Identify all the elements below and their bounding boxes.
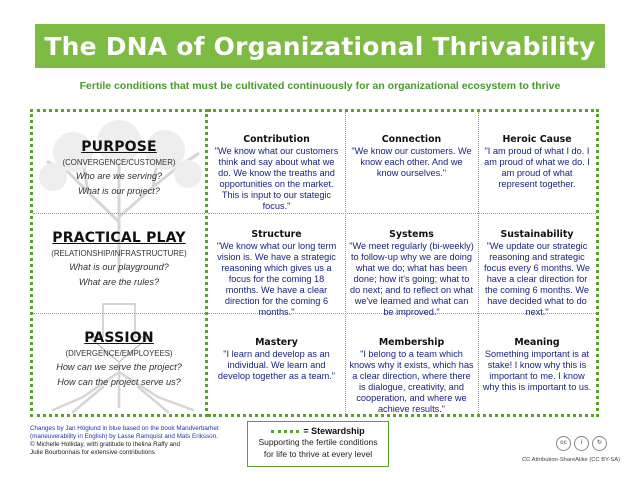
cell-title: Connection (381, 134, 442, 145)
cell-title: Structure (251, 229, 302, 240)
purpose-sub: (CONVERGENCE/CUSTOMER) (62, 158, 176, 167)
left-divider (33, 213, 205, 214)
cell-mastery (208, 337, 345, 382)
cell-text: "We know our customers. We know each other. And we know ourselves." (351, 146, 472, 178)
cell-text: "We update our strategic reasoning and strategic focus every 6 months. We have a clear direction for the coming 6 months. We have decided what to do next." (483, 241, 591, 317)
legend-text: for life to thrive at every level (263, 449, 373, 459)
cell-title: Membership (378, 337, 445, 348)
page-title: The DNA of Organizational Thrivability (44, 31, 596, 61)
passion-question: How can the project serve us? (57, 377, 181, 387)
purpose-heading: PURPOSE (81, 139, 157, 155)
left-divider (33, 313, 205, 314)
passion-sub: (DIVERGENCE/EMPLOYEES) (65, 349, 173, 358)
license-icons (556, 436, 607, 451)
conditions-grid (208, 109, 599, 417)
license-text: CC Attribution-ShareAlike (CC BY-SA) (522, 457, 621, 463)
practical-play-sub: (RELATIONSHIP/INFRASTRUCTURE) (51, 249, 187, 258)
cell-text: "I belong to a team which knows why it exists, which has a clear direction, where there is dialogue, creativity, and cooperation, and where we achieve results." (349, 349, 474, 414)
cell-connection (345, 134, 478, 179)
credits-line: © Michelle Holliday, with gratitude to Ihelina Raffy and (30, 441, 181, 448)
credits-line: Changes by Jan Höglund in blue based on the book Mandverbarhet (30, 425, 219, 432)
dotted-line-icon (271, 430, 299, 433)
passion-question: How can we serve the project? (56, 362, 182, 372)
cell-text: "We know what our customers think and say about what we do. We know the treaths and opportunities on the market. This is input to our stategic focus." (214, 146, 339, 211)
credits (30, 425, 240, 457)
cell-text: "We know what our long term vision is. We have a strategic reasoning which gives us a focus for the coming 18 months. We have a clear direction for the coming 6 months." (216, 241, 337, 317)
credits-line: (maneuverability in English) by Lasse Ramquist and Mats Eriksson. (30, 433, 218, 440)
practical-play-section (33, 230, 205, 288)
left-panel (30, 109, 208, 417)
practical-play-question: What is our playground? (69, 262, 169, 272)
cell-title: Mastery (255, 337, 298, 348)
attribution-icon: i (574, 436, 589, 451)
cell-systems (345, 229, 478, 318)
cell-meaning (478, 337, 596, 393)
purpose-question: Who are we serving? (75, 171, 163, 181)
title-banner (35, 24, 605, 68)
share-alike-icon: ↻ (592, 436, 607, 451)
cell-membership (345, 337, 478, 415)
cell-sustainability (478, 229, 596, 318)
subtitle: Fertile conditions that must be cultivated continuously for an organizational ecosystem to thrive (79, 80, 561, 92)
purpose-question: What is our project? (78, 186, 160, 196)
legend-label: = Stewardship (303, 426, 365, 436)
cell-structure (208, 229, 345, 318)
cell-heroic-cause (478, 134, 596, 190)
cell-title: Contribution (243, 134, 310, 145)
cell-text: Something important is at stake! I know why this is important to me. I know why this is important to us. (482, 349, 592, 392)
credits-line: Julie Bourbonnais for extensive contributions (30, 449, 155, 456)
cell-text: "We meet regularly (bi-weekly) to follow-up why we are doing what we do; what has been done; how it's going; what to do next; and to reflect on what we've learned and what can be improved." (349, 241, 474, 317)
cell-title: Heroic Cause (502, 134, 572, 145)
practical-play-question: What are the rules? (78, 277, 160, 287)
cell-title: Sustainability (500, 229, 574, 240)
stewardship-legend (247, 421, 389, 467)
cell-title: Systems (389, 229, 434, 240)
legend-text: Supporting the fertile conditions (258, 437, 378, 447)
cell-text: "I learn and develop as an individual. We learn and develop together as a team." (217, 349, 336, 381)
purpose-section (33, 139, 205, 197)
cell-text: "I am proud of what I do. I am proud of what we do. I am proud of what represent together. (484, 146, 590, 189)
passion-section (33, 330, 205, 388)
passion-heading: PASSION (84, 330, 154, 346)
cc-icon: cc (556, 436, 571, 451)
cell-contribution (208, 134, 345, 212)
grid-divider (208, 213, 596, 214)
practical-play-heading: PRACTICAL PLAY (52, 230, 186, 246)
cell-title: Meaning (514, 337, 560, 348)
